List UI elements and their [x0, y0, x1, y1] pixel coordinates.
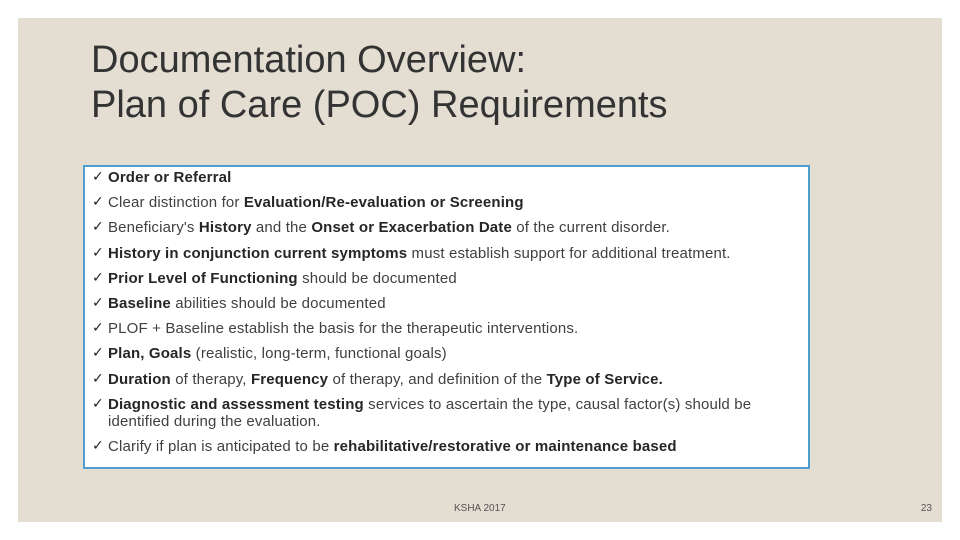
requirement-item	[92, 345, 798, 362]
requirement-text: (realistic, long-term, functional goals)	[191, 345, 447, 363]
requirement-text: of the current disorder.	[511, 219, 670, 237]
footer-text: KSHA 2017	[454, 503, 506, 514]
title-line-2: Plan of Care (POC) Requirements	[91, 84, 668, 126]
requirements-list	[92, 169, 798, 455]
requirement-item	[92, 320, 798, 337]
requirement-text: should be documented	[297, 269, 457, 287]
check-mark-icon: ✓	[92, 169, 104, 185]
requirement-emphasis: History in conjunction current symptoms	[108, 244, 408, 262]
check-mark-icon: ✓	[92, 294, 104, 311]
slide-title	[91, 38, 891, 128]
requirement-emphasis: History	[198, 219, 252, 237]
requirement-text: services to ascertain the type, causal factor(s) should be identified during the evaluation.	[108, 395, 752, 430]
requirement-emphasis: Frequency	[250, 370, 329, 388]
check-mark-icon: ✓	[92, 437, 104, 454]
requirement-emphasis: Onset or Exacerbation Date	[311, 219, 512, 237]
requirement-item	[92, 219, 798, 236]
page-number: 23	[920, 503, 932, 514]
requirement-text: PLOF + Baseline establish the basis for the therapeutic interventions.	[108, 320, 579, 338]
requirement-item	[92, 270, 798, 287]
requirement-item	[92, 245, 798, 262]
requirement-emphasis: Order or Referral	[108, 169, 232, 186]
check-mark-icon: ✓	[92, 345, 104, 362]
requirement-emphasis: Duration	[108, 370, 171, 388]
requirement-emphasis: Type of Service.	[546, 370, 663, 388]
requirement-text: Clear distinction for	[108, 194, 244, 212]
requirement-text: Beneficiary's	[108, 219, 199, 237]
requirements-box	[83, 165, 810, 469]
requirement-item	[92, 371, 798, 388]
check-mark-icon: ✓	[92, 370, 104, 387]
requirement-item	[92, 194, 798, 211]
requirement-item	[92, 295, 798, 312]
check-mark-icon: ✓	[92, 219, 104, 236]
requirement-text: Clarify if plan is anticipated to be	[108, 437, 334, 455]
requirement-emphasis: Baseline	[108, 294, 171, 312]
check-mark-icon: ✓	[92, 320, 104, 337]
requirement-item	[92, 169, 798, 186]
requirement-text: and the	[251, 219, 312, 237]
requirement-emphasis: Evaluation/Re-evaluation or Screening	[243, 194, 524, 212]
check-mark-icon: ✓	[92, 194, 104, 211]
requirement-item	[92, 396, 798, 430]
requirement-text: of therapy,	[170, 370, 251, 388]
check-mark-icon: ✓	[92, 244, 104, 261]
requirement-item	[92, 438, 798, 455]
requirement-text: of therapy, and definition of the	[328, 370, 547, 388]
requirement-emphasis: Prior Level of Functioning	[108, 269, 298, 287]
requirement-text: must establish support for additional treatment.	[407, 244, 731, 262]
requirement-emphasis: Plan, Goals	[108, 345, 192, 363]
slide	[18, 18, 942, 522]
check-mark-icon: ✓	[92, 395, 104, 412]
check-mark-icon: ✓	[92, 269, 104, 286]
title-line-1: Documentation Overview:	[91, 39, 527, 81]
requirement-text: abilities should be documented	[170, 294, 386, 312]
requirement-emphasis: rehabilitative/restorative or maintenance based	[333, 437, 677, 455]
requirement-emphasis: Diagnostic and assessment testing	[108, 395, 364, 413]
